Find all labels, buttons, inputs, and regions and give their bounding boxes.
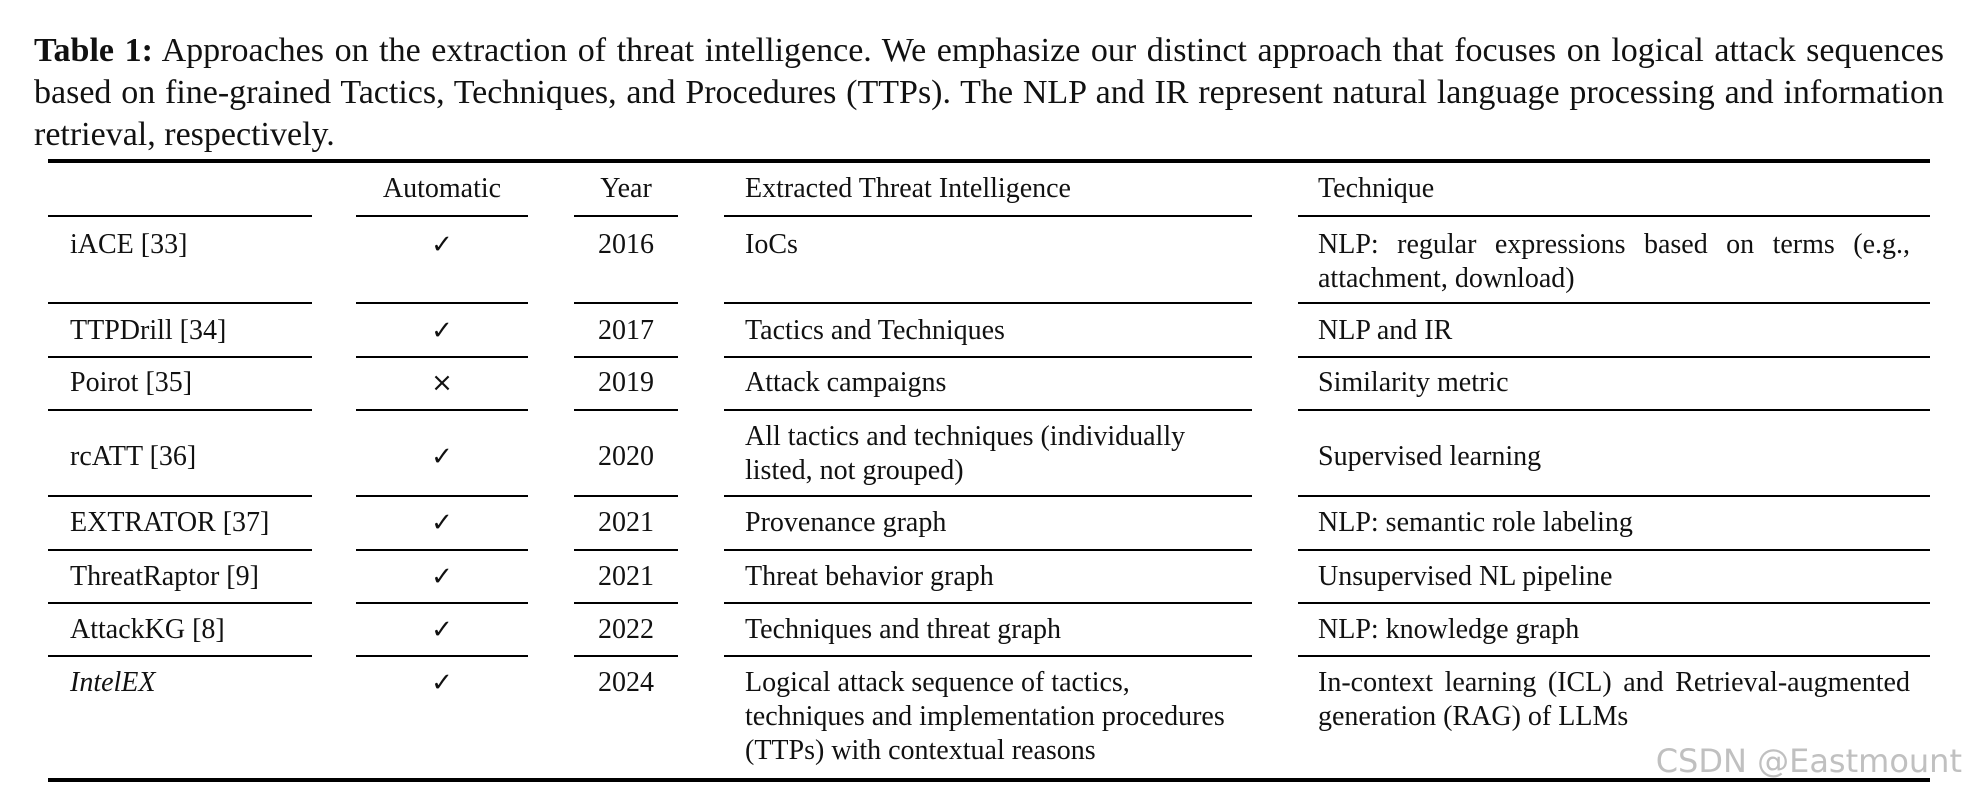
- row-separator: [1298, 602, 1930, 604]
- cell-intel: Provenance graph: [745, 507, 947, 538]
- row-separator: [48, 409, 312, 411]
- row-separator: [48, 602, 312, 604]
- header-technique: Technique: [1318, 173, 1435, 204]
- row-separator: [356, 356, 528, 358]
- cell-year: 2024: [598, 667, 654, 698]
- table-caption: [34, 30, 1944, 156]
- row-separator: [1298, 549, 1930, 551]
- row-separator: [48, 655, 312, 657]
- row-separator: [574, 602, 678, 604]
- row-separator: [48, 495, 312, 497]
- cell-year: 2016: [598, 229, 654, 260]
- row-separator: [48, 356, 312, 358]
- cell-automatic: ✓: [431, 668, 453, 698]
- cell-year: 2017: [598, 315, 654, 346]
- cell-intel: Attack campaigns: [745, 367, 947, 398]
- cell-intel: Tactics and Techniques: [745, 315, 1005, 346]
- cell-technique: Similarity metric: [1318, 367, 1509, 398]
- row-separator: [574, 655, 678, 657]
- cell-automatic: ✓: [431, 230, 453, 260]
- row-separator: [48, 215, 312, 217]
- cell-approach: rcATT [36]: [70, 441, 197, 472]
- cell-automatic: ✓: [431, 442, 453, 472]
- cell-automatic: ✓: [431, 508, 453, 538]
- row-separator: [48, 302, 312, 304]
- cell-year: 2021: [598, 561, 654, 592]
- row-separator: [1298, 409, 1930, 411]
- cell-approach: TTPDrill [34]: [70, 315, 227, 346]
- cell-approach: AttackKG [8]: [70, 614, 225, 645]
- row-separator: [724, 602, 1252, 604]
- cell-automatic: ✓: [431, 562, 453, 592]
- cell-technique: Unsupervised NL pipeline: [1318, 561, 1613, 592]
- row-separator: [356, 302, 528, 304]
- row-separator: [1298, 302, 1930, 304]
- cell-technique: NLP and IR: [1318, 315, 1453, 346]
- row-separator: [356, 549, 528, 551]
- row-separator: [574, 302, 678, 304]
- cell-technique: NLP: knowledge graph: [1318, 614, 1580, 645]
- cell-intel: All tactics and techniques (individually listed, not grouped): [745, 421, 1186, 486]
- cell-technique: NLP: semantic role labeling: [1318, 507, 1633, 538]
- row-separator: [1298, 356, 1930, 358]
- cell-automatic: ×: [431, 368, 453, 398]
- cell-automatic: ✓: [431, 615, 453, 645]
- cell-technique: NLP: regular expressions based on terms (e.g., attachment, download): [1318, 229, 1910, 294]
- row-separator: [724, 215, 1252, 217]
- caption-label: Table 1:: [34, 32, 153, 69]
- row-separator: [574, 356, 678, 358]
- row-separator: [1298, 655, 1930, 657]
- row-separator: [574, 549, 678, 551]
- header-automatic: Automatic: [382, 173, 502, 204]
- row-separator: [48, 549, 312, 551]
- row-separator: [724, 549, 1252, 551]
- watermark: CSDN @Eastmount: [1655, 742, 1962, 780]
- row-separator: [724, 302, 1252, 304]
- cell-intel: Threat behavior graph: [745, 561, 994, 592]
- row-separator: [356, 495, 528, 497]
- header-intel: Extracted Threat Intelligence: [745, 173, 1071, 204]
- row-separator: [574, 409, 678, 411]
- cell-intel: Logical attack sequence of tactics, techniques and implementation procedures (TTPs) with contextual reasons: [745, 667, 1225, 766]
- row-separator: [724, 655, 1252, 657]
- table-top-rule: [48, 159, 1930, 163]
- row-separator: [356, 602, 528, 604]
- cell-year: 2022: [598, 614, 654, 645]
- row-separator: [356, 409, 528, 411]
- caption-text: Approaches on the extraction of threat intelligence. We emphasize our distinct approach that focuses on logical attack sequences based on fine-grained Tactics, Techniques, and Procedures (TTPs). The NLP and IR represent natural language processing and information retrieval, respectively.: [34, 32, 1945, 153]
- cell-approach: EXTRATOR [37]: [70, 507, 270, 538]
- cell-intel: Techniques and threat graph: [745, 614, 1062, 645]
- row-separator: [356, 215, 528, 217]
- cell-year: 2020: [598, 441, 654, 472]
- cell-technique: In-context learning (ICL) and Retrieval-augmented generation (RAG) of LLMs: [1318, 667, 1910, 732]
- row-separator: [724, 356, 1252, 358]
- header-year: Year: [600, 173, 652, 204]
- row-separator: [574, 495, 678, 497]
- table-bottom-rule: [48, 778, 1930, 782]
- row-separator: [574, 215, 678, 217]
- row-separator: [356, 655, 528, 657]
- cell-approach: IntelEX: [70, 667, 156, 698]
- cell-year: 2021: [598, 507, 654, 538]
- cell-approach: iACE [33]: [70, 229, 188, 260]
- row-separator: [724, 495, 1252, 497]
- cell-year: 2019: [598, 367, 654, 398]
- cell-approach: ThreatRaptor [9]: [70, 561, 259, 592]
- row-separator: [724, 409, 1252, 411]
- row-separator: [1298, 215, 1930, 217]
- row-separator: [1298, 495, 1930, 497]
- cell-intel: IoCs: [745, 229, 798, 260]
- cell-approach: Poirot [35]: [70, 367, 193, 398]
- cell-automatic: ✓: [431, 316, 453, 346]
- cell-technique: Supervised learning: [1318, 441, 1542, 472]
